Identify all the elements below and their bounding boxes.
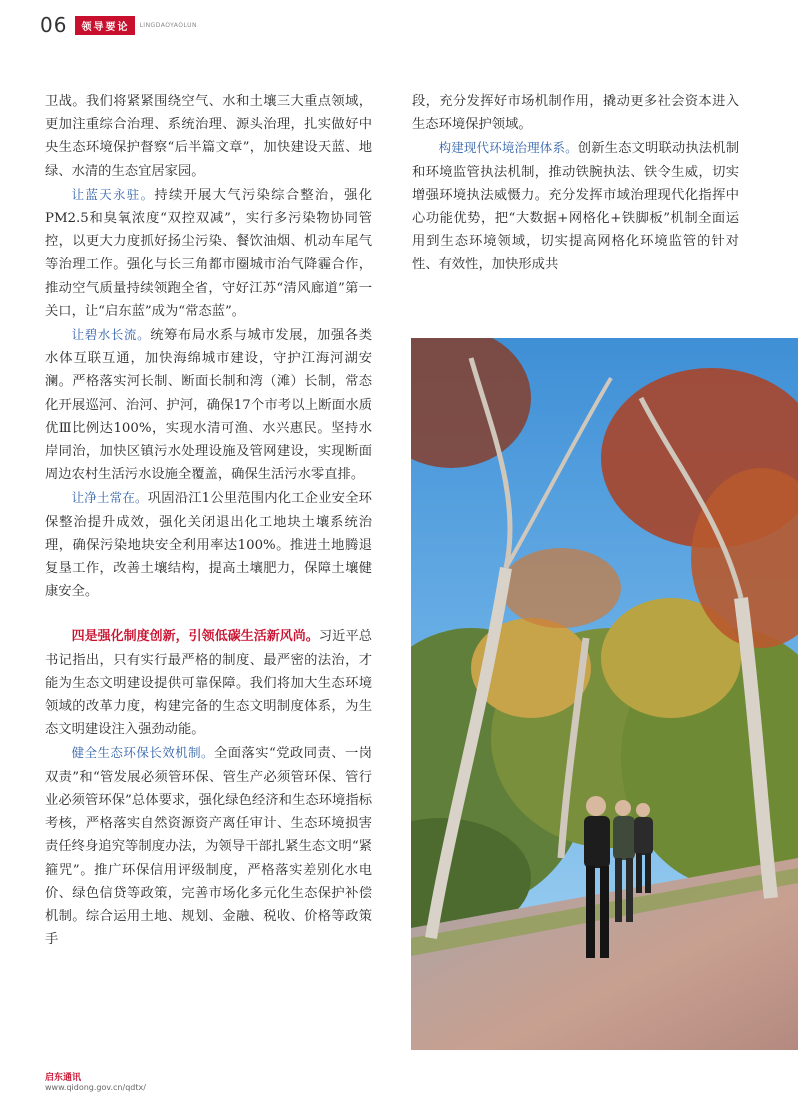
page-footer xyxy=(45,1070,146,1092)
paragraph-lead: 健全生态环保长效机制。 xyxy=(71,745,215,761)
paragraph: 让蓝天永驻。持续开展大气污染综合整治，强化PM2.5和臭氧浓度“双控双减”，实行多污染物协同管控，以更大力度抓好扬尘污染、餐饮油烟、机动车尾气等治理工作。强化与长三角都市圈城市治气降霾合作，推动空气质量持续领跑全省，守好江苏“清风廊道”第一关口，让“启东蓝”成为“常态蓝”。 xyxy=(45,186,372,319)
paragraph: 卫战。我们将紧紧围绕空气、水和土壤三大重点领域，更加注重综合治理、系统治理、源头治理，扎实做好中央生态环境保护督察“后半篇文章”，加快建设天蓝、地绿、水清的生态宜居家园。 xyxy=(45,94,372,179)
paragraph-lead: 让碧水长流。 xyxy=(71,327,151,343)
text-column-right xyxy=(412,90,739,277)
text-column-left xyxy=(45,90,372,951)
publication-url: www.qidong.gov.cn/qdtx/ xyxy=(45,1083,146,1092)
paragraph: 让碧水长流。统筹布局水系与城市发展，加强各类水体互联互通，加快海绵城市建设，守护江海河湖安澜。严格落实河长制、断面长制和湾（滩）长制，常态化开展巡河、治河、护河，确保17个市考以上断面水质优Ⅲ比例达100%，实现水清可渔、水兴惠民。坚持水岸同治，加快区镇污水处理设施及管网建设，实现断面周边农村生活污水设施全覆盖，确保生活污水零直排。 xyxy=(45,327,372,483)
paragraph: 健全生态环保长效机制。全面落实“党政同责、一岗双责”和“管发展必须管环保、管生产必须管环保、管行业必须管环保”总体要求，强化绿色经济和生态环境指标考核，严格落实自然资源资产离任审计、生态环境损害责任终身追究等制度办法，为领导干部扎紧生态文明“紧箍咒”。推广环保信用评级制度，严格落实差别化水电价、绿色信贷等政策，完善市场化多元化生态保护补偿机制。综合运用土地、规划、金融、税收、价格等政策手 xyxy=(45,745,372,948)
section-pinyin: LINGDAOYAOLUN xyxy=(139,21,197,29)
publication-name: 启东通讯 xyxy=(45,1073,82,1083)
paragraph: 让净土常在。巩固沿江1公里范围内化工企业安全环保整治提升成效，强化关闭退出化工地块土壤系统治理，确保污染地块安全利用率达100%。推进土地腾退复垦工作，改善土壤结构，提高土壤肥力，保障土壤健康安全。 xyxy=(45,490,372,600)
park-photo xyxy=(411,338,798,1050)
paragraph-lead: 让净土常在。 xyxy=(71,490,148,506)
section-title-badge: 领导要论 xyxy=(75,16,135,35)
paragraph: 段，充分发挥好市场机制作用，撬动更多社会资本进入生态环境保护领域。 xyxy=(412,94,739,133)
page-header xyxy=(40,12,197,38)
paragraph: 构建现代环境治理体系。创新生态文明联动执法机制和环境监管执法机制，推动铁腕执法、铁令生威，切实增强环境执法威慑力。充分发挥市域治理现代化指挥中心功能优势，把“大数据+网格化+铁脚板”机制全面运用到生态环境领域，切实提高网格化环境监管的针对性、有效性，加快形成共 xyxy=(412,140,739,273)
park-photo-illustration xyxy=(411,338,798,1050)
paragraph-lead: 构建现代环境治理体系。 xyxy=(438,140,578,156)
section-heading: 四是强化制度创新，引领低碳生活新风尚。 xyxy=(71,629,319,645)
paragraph: 四是强化制度创新，引领低碳生活新风尚。习近平总书记指出，只有实行最严格的制度、最严密的法治，才能为生态文明建设提供可靠保障。我们将加大生态环境领域的改革力度，构建完备的生态文明制度体系，为生态文明建设注入强劲动能。 xyxy=(45,629,372,738)
paragraph-lead: 让蓝天永驻。 xyxy=(71,186,155,202)
page-number: 06 xyxy=(40,13,68,37)
